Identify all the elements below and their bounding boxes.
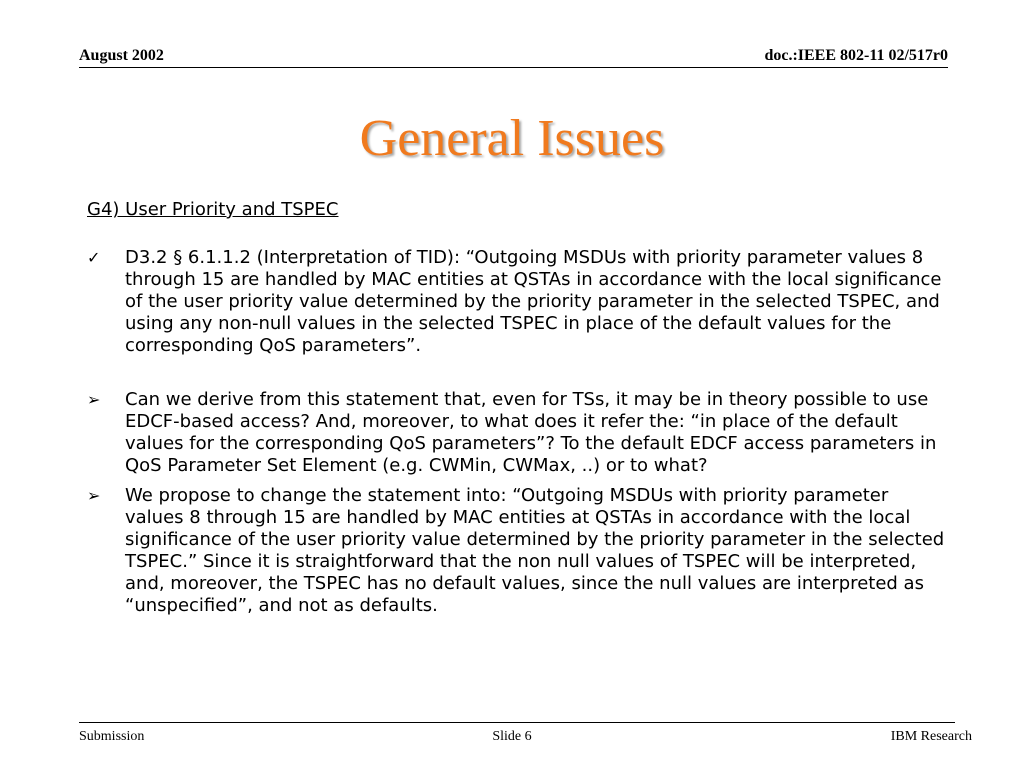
header-date: August 2002: [79, 47, 164, 64]
bullet-item: [87, 389, 947, 477]
subheading: G4) User Priority and TSPEC: [87, 199, 339, 220]
footer-slide-number: Slide 6: [492, 729, 532, 744]
bullet-text: D3.2 § 6.1.1.2 (Interpretation of TID): “Outgoing MSDUs with priority parameter values 8 through 15 are handled by MAC entities at QSTAs in accordance with the local significance of the user priority value determined by the priority parameter in the selected TSPEC, and using any non-null values in the selected TSPEC in place of the default values for the corresponding QoS parameters”.: [125, 247, 942, 356]
footer-organization: IBM Research: [890, 729, 972, 744]
footer-divider: [79, 722, 955, 723]
bullet-item: [87, 485, 947, 617]
checkmark-icon: ✓: [87, 248, 101, 267]
footer-submission: Submission: [79, 729, 145, 744]
arrow-bullet-icon: ➢: [87, 486, 101, 505]
bullet-text: We propose to change the statement into: “Outgoing MSDUs with priority parameter values 8 through 15 are handled by MAC entities at QSTAs in accordance with the local significance of the user priority value determined by the priority parameter in the selected TSPEC.” Since it is straightforward that the non null values of TSPEC will be interpreted, and, moreover, the TSPEC has no default values, since the null values are interpreted as “unspecified”, and not as defaults.: [125, 485, 945, 616]
slide-title: General Issues: [359, 110, 665, 167]
arrow-bullet-icon: ➢: [87, 390, 101, 409]
header-doc-id: doc.:IEEE 802-11 02/517r0: [764, 47, 948, 64]
bullet-item: [87, 247, 947, 357]
bullet-text: Can we derive from this statement that, even for TSs, it may be in theory possible to use EDCF-based access? And, moreover, to what does it refer the: “in place of the default values for the corresponding QoS parameters”? To the default EDCF access parameters in QoS Parameter Set Element (e.g. CWMin, CWMax, ..) or to what?: [125, 389, 937, 476]
header-divider: [79, 67, 948, 68]
slide-body: [87, 199, 947, 617]
